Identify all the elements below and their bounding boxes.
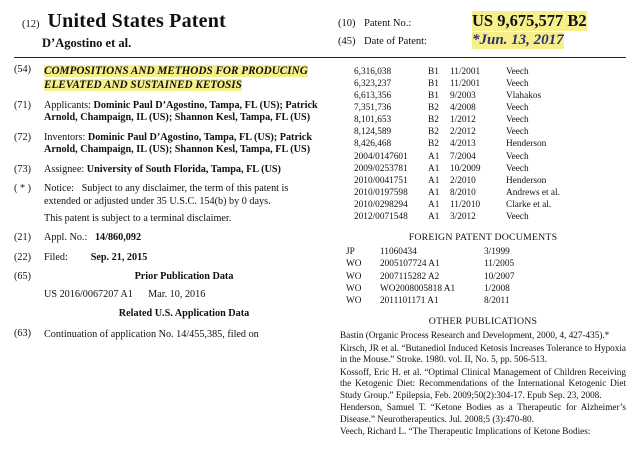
foreign-number: [380, 295, 484, 307]
field-code-21: (21): [14, 232, 31, 244]
field-code-22: (22): [14, 251, 31, 263]
field-code-72: (72): [14, 131, 31, 143]
reference-kind: A1: [428, 211, 440, 222]
prior-publication-cell: [44, 271, 324, 301]
table-row: [340, 283, 626, 295]
invention-title: COMPOSITIONS AND METHODS FOR PRODUCING ELEVATED AND SUSTAINED KETOSIS: [44, 65, 308, 92]
table-row: [340, 151, 626, 163]
foreign-country-code: JP: [346, 247, 355, 258]
foreign-country-code: WO: [346, 283, 362, 294]
prior-publication-row: [44, 289, 324, 301]
prior-publication-date: Mar. 10, 2016: [148, 288, 206, 300]
reference-kind: B1: [428, 67, 439, 77]
foreign-country-code: WO: [346, 259, 362, 270]
field-code-73: (73): [14, 163, 31, 175]
field-code-71: (71): [14, 99, 31, 111]
reference-date: 4/2008: [450, 103, 476, 114]
assignee-value: University of South Florida, Tampa, FL (US): [86, 163, 281, 175]
patent-header: [14, 10, 626, 51]
prior-publication-heading: Prior Publication Data: [134, 271, 234, 283]
filed-cell: [44, 252, 324, 264]
related-app-tag-spacer: [14, 308, 44, 320]
patent-number-label: Patent No.:: [364, 18, 412, 29]
patent-title-line: [22, 10, 332, 33]
table-row: [340, 126, 626, 138]
reference-number: 6,613,356: [354, 91, 392, 102]
reference-kind: A1: [428, 163, 440, 174]
table-row: [340, 102, 626, 114]
reference-kind: A1: [428, 187, 440, 198]
filed-entry: [14, 252, 324, 264]
assignee-cell: [44, 164, 324, 176]
left-column: [14, 64, 332, 439]
table-row: [340, 78, 626, 90]
related-app-value: Continuation of application No. 14/455,385, filed on: [44, 328, 259, 340]
us-references-table: [340, 66, 626, 223]
table-row: [340, 90, 626, 102]
reference-number: 7,351,736: [354, 103, 392, 114]
reference-name: Veech: [506, 103, 529, 114]
notice-label: Notice:: [44, 183, 74, 195]
reference-name: Clarke et al.: [506, 199, 552, 210]
list-item: Kirsch, JR et al. “Butanediol Induced Ketosis Increases Tolerance to Hypoxia in the Mouse.” Stroke. 1980. vol. II, No. 5, pp. 506-513.: [340, 342, 626, 365]
field-code-12: (12): [22, 19, 40, 30]
table-row: [340, 114, 626, 126]
reference-date: 11/2010: [450, 199, 481, 210]
reference-kind: B2: [428, 103, 439, 114]
list-item: Veech, Richard L. “The Therapeutic Implications of Ketone Bodies:: [340, 426, 591, 437]
table-row: [340, 199, 626, 211]
notice-entry: [14, 183, 324, 225]
list-item: Bastin (Organic Process Research and Development, 2000, 4, 427-435).*: [340, 330, 610, 341]
foreign-date: 10/2007: [484, 271, 515, 282]
patent-authors: D’Agostino et al.: [42, 36, 132, 50]
inventors-entry: [14, 132, 324, 157]
reference-name: Veech: [506, 151, 529, 162]
reference-date: 8/2010: [450, 187, 476, 198]
field-code-63: (63): [14, 327, 31, 339]
table-row: [340, 211, 626, 223]
foreign-country-code: WO: [346, 271, 362, 282]
applicants-label: Applicants:: [44, 99, 91, 111]
appl-no-value: 14/860,092: [94, 232, 142, 244]
table-row: [340, 271, 626, 283]
reference-kind: B2: [428, 139, 439, 150]
reference-name: Veech: [506, 211, 529, 222]
reference-name: Vlahakos: [506, 91, 542, 102]
foreign-number: [380, 258, 484, 270]
reference-kind: B1: [428, 79, 439, 90]
reference-date: 2/2012: [450, 127, 476, 138]
reference-kind: B2: [428, 115, 439, 126]
invention-title-cell: [44, 64, 324, 93]
foreign-number: [380, 283, 484, 295]
table-row: [340, 258, 626, 270]
foreign-kind: A1: [427, 296, 439, 307]
reference-name: Andrews et al.: [506, 187, 560, 198]
field-code-10: (10): [338, 18, 356, 29]
appl-no-label: Appl. No.:: [44, 232, 88, 244]
reference-name: Veech: [506, 67, 529, 77]
reference-kind: A1: [428, 175, 440, 186]
reference-date: 9/2003: [450, 91, 476, 102]
reference-name: Veech: [506, 163, 529, 174]
foreign-number-text: 2007115282: [380, 271, 427, 282]
reference-number: 6,316,038: [354, 67, 392, 77]
reference-number: 8,426,468: [354, 139, 392, 150]
reference-name: Veech: [506, 115, 529, 126]
patent-date-value: *Jun. 13, 2017: [472, 32, 564, 48]
reference-date: 11/2001: [450, 67, 481, 77]
foreign-date: 1/2008: [484, 283, 510, 294]
foreign-date: 3/1999: [484, 247, 510, 258]
table-row: [340, 295, 626, 307]
patent-date-row: [338, 32, 626, 49]
foreign-number-text: WO2008005818: [380, 283, 442, 294]
reference-name: Henderson: [506, 175, 547, 186]
right-column: [332, 64, 626, 439]
reference-number: 2004/0147601: [354, 151, 408, 162]
reference-number: 2010/0298294: [354, 199, 408, 210]
header-left: [14, 10, 332, 51]
reference-name: Veech: [506, 79, 529, 90]
prior-publication-entry: [14, 271, 324, 301]
table-row: [340, 66, 626, 78]
reference-date: 7/2004: [450, 151, 476, 162]
related-app-entry: [14, 328, 324, 341]
related-app-heading-entry: [14, 308, 324, 320]
appl-no-cell: [44, 232, 324, 244]
applicants-cell: [44, 100, 324, 125]
reference-date: 2/2010: [450, 175, 476, 186]
table-row: [340, 138, 626, 150]
reference-number: 6,323,237: [354, 79, 392, 90]
header-divider: [14, 57, 626, 58]
patent-date-label: Date of Patent:: [364, 36, 427, 47]
foreign-kind: A1: [443, 283, 456, 294]
notice-cell: [44, 183, 324, 225]
invention-title-entry: [14, 64, 324, 93]
inventors-cell: [44, 132, 324, 157]
inventors-label: Inventors:: [44, 131, 86, 143]
body-columns: [14, 64, 626, 439]
field-code-star: ( * ): [14, 183, 31, 195]
foreign-number: [380, 271, 484, 283]
reference-kind: B2: [428, 127, 439, 138]
table-row: [340, 163, 626, 175]
header-right: [332, 10, 626, 49]
reference-number: 8,124,589: [354, 127, 392, 138]
reference-number: 2009/0253781: [354, 163, 408, 174]
filed-value: Sep. 21, 2015: [90, 251, 148, 263]
filed-label: Filed:: [44, 251, 68, 263]
applicants-entry: [14, 100, 324, 125]
reference-number: 2010/0197598: [354, 187, 408, 198]
reference-name: Henderson: [506, 139, 547, 150]
notice-value: Subject to any disclaimer, the term of this patent is extended or adjusted under 35 U.S.C. 154(b) by 0 days.: [44, 183, 289, 207]
assignee-label: Assignee:: [44, 163, 85, 175]
reference-number: 8,101,653: [354, 115, 392, 126]
foreign-number-text: 2005107724: [380, 259, 427, 270]
table-row: [340, 187, 626, 199]
reference-kind: A1: [428, 199, 440, 210]
reference-name: Veech: [506, 127, 529, 138]
field-code-54: (54): [14, 64, 31, 75]
applicants-value: Dominic Paul D’Agostino, Tampa, FL (US); Patrick Arnold, Champaign, IL (US); Shannon Kesl, Tampa, FL (US): [44, 99, 318, 124]
reference-date: 4/2013: [450, 139, 476, 150]
foreign-number: 11060434: [380, 247, 417, 258]
reference-number: 2010/0041751: [354, 175, 408, 186]
table-row: [340, 246, 626, 258]
reference-date: 1/2012: [450, 115, 476, 126]
table-row: [340, 175, 626, 187]
foreign-number-text: 2011101171: [380, 296, 426, 307]
related-app-heading: Related U.S. Application Data: [118, 308, 250, 320]
inventors-value: Dominic Paul D’Agostino, Tampa, FL (US); Patrick Arnold, Champaign, IL (US); Shannon Kesl, Tampa, FL (US): [44, 131, 312, 156]
foreign-date: 8/2011: [484, 296, 510, 307]
prior-publication-number: US 2016/0067207 A1: [44, 288, 133, 300]
notice-value-2: This patent is subject to a terminal disclaimer.: [44, 212, 232, 224]
reference-number: 2012/0071548: [354, 211, 408, 222]
page-title: United States Patent: [47, 10, 226, 32]
foreign-kind: A2: [427, 271, 440, 282]
reference-kind: A1: [428, 151, 440, 162]
reference-date: 10/2009: [450, 163, 481, 174]
foreign-country-code: WO: [346, 296, 362, 307]
patent-number-row: [338, 11, 626, 31]
patent-number-value: US 9,675,577 B2: [472, 11, 587, 30]
appl-no-entry: [14, 232, 324, 244]
foreign-kind: A1: [428, 259, 440, 270]
field-code-65: (65): [14, 271, 31, 283]
foreign-references-table: [340, 246, 626, 307]
foreign-date: 11/2005: [484, 259, 515, 270]
field-code-45: (45): [338, 36, 356, 47]
foreign-documents-heading: FOREIGN PATENT DOCUMENTS: [408, 232, 558, 244]
reference-date: 11/2001: [450, 79, 481, 90]
other-publications-heading: OTHER PUBLICATIONS: [428, 316, 538, 328]
other-publications-list: [340, 330, 626, 438]
list-item: Henderson, Samuel T. “Ketone Bodies as a Therapeutic for Alzheimer’s Disease.” Neurotherapeutics. Jul. 2008;5 (3):470-80.: [340, 402, 626, 424]
assignee-entry: [14, 164, 324, 176]
reference-date: 3/2012: [450, 211, 476, 222]
reference-kind: B1: [428, 91, 439, 102]
list-item: Kossoff, Eric H. et al. “Optimal Clinical Management of Children Receiving the Ketogenic Diet: Recommendations of the International Ketogenic Diet Study Group.” Epilepsia, Feb. 2009;50(2):304-17. Epub Sep. 23, 2008.: [340, 366, 626, 400]
